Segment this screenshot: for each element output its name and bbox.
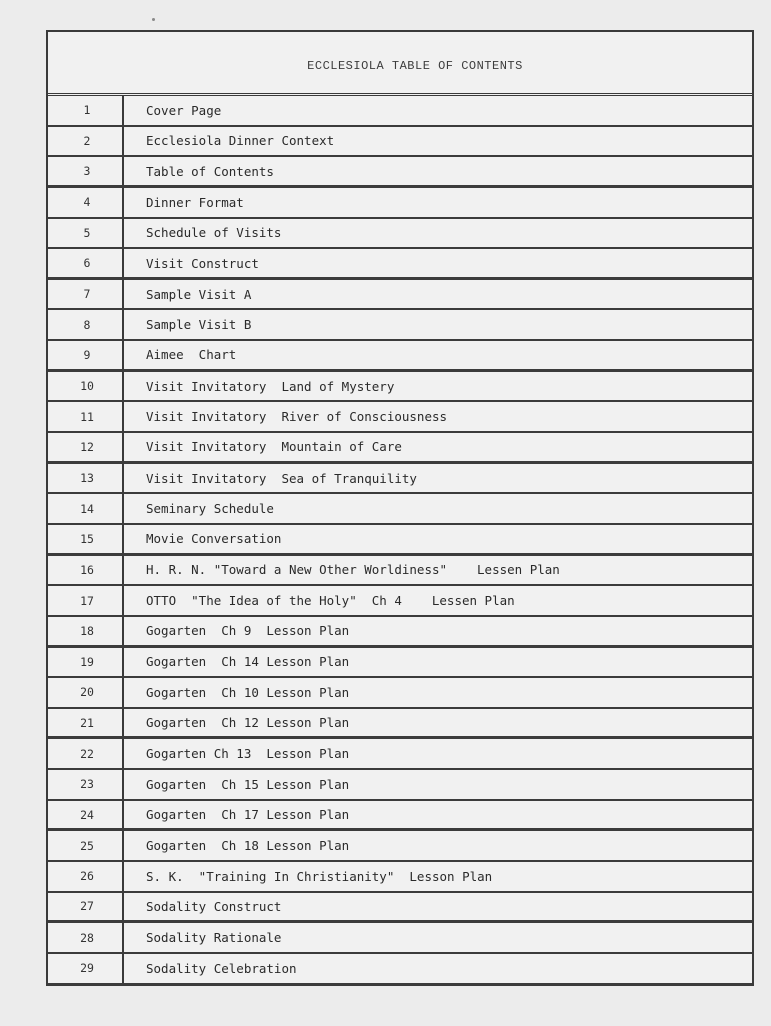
table-row (48, 341, 752, 372)
entry-title-cell (124, 923, 752, 952)
entry-title-cell (124, 556, 752, 585)
entry-number: 24 (48, 801, 124, 829)
entry-title-cell (124, 127, 752, 156)
table-row (48, 310, 752, 341)
entry-title: Sample Visit B (146, 317, 252, 333)
entry-title-cell (124, 770, 752, 799)
table-row (48, 831, 752, 862)
entry-title: Schedule of Visits (146, 225, 282, 241)
entry-number: 16 (48, 556, 124, 585)
table-row (48, 96, 752, 127)
table-row (48, 464, 752, 495)
table-row (48, 678, 752, 709)
entry-title: Sodality Rationale (146, 930, 282, 946)
entry-title-cell (124, 96, 752, 125)
entry-title-cell (124, 433, 752, 461)
table-row (48, 280, 752, 311)
entry-number: 5 (48, 219, 124, 248)
page-title: ECCLESIOLA TABLE OF CONTENTS (307, 58, 523, 73)
table-row (48, 494, 752, 525)
entry-number: 26 (48, 862, 124, 891)
entry-title: Gogarten Ch 17 Lesson Plan (146, 807, 350, 823)
entry-title: Gogarten Ch 14 Lesson Plan (146, 654, 350, 670)
contents-table (46, 30, 754, 986)
entry-title-cell (124, 525, 752, 553)
table-row (48, 954, 752, 985)
table-row (48, 556, 752, 587)
entry-title: Gogarten Ch 13 Lesson Plan (146, 746, 350, 762)
table-row (48, 648, 752, 679)
entry-title: Seminary Schedule (146, 501, 274, 517)
entry-title: Table of Contents (146, 163, 274, 179)
entry-title: Sample Visit A (146, 286, 252, 302)
entry-title-cell (124, 249, 752, 277)
table-row (48, 586, 752, 617)
entry-number: 8 (48, 310, 124, 339)
entry-title-cell (124, 648, 752, 677)
entry-number: 15 (48, 525, 124, 553)
entry-number: 22 (48, 739, 124, 768)
entry-title-cell (124, 709, 752, 737)
entry-title: OTTO "The Idea of the Holy" Ch 4 (146, 593, 402, 609)
contents-rows (48, 96, 752, 985)
entry-title-cell (124, 954, 752, 983)
entry-title: Sodality Construct (146, 898, 282, 914)
entry-number: 1 (48, 96, 124, 125)
entry-title-cell (124, 219, 752, 248)
entry-number: 27 (48, 893, 124, 921)
entry-title-cell (124, 678, 752, 707)
table-row (48, 402, 752, 433)
entry-title: Dinner Format (146, 194, 244, 210)
table-row (48, 770, 752, 801)
table-row (48, 709, 752, 740)
entry-number: 11 (48, 402, 124, 431)
entry-title: Aimee Chart (146, 347, 237, 363)
entry-title: Sodality Celebration (146, 960, 297, 976)
entry-title: Gogarten Ch 18 Lesson Plan (146, 838, 350, 854)
title-box (48, 32, 752, 96)
scan-speck (152, 18, 155, 21)
entry-title-cell (124, 157, 752, 185)
entry-title: Gogarten Ch 12 Lesson Plan (146, 715, 350, 731)
entry-number: 17 (48, 586, 124, 615)
table-row (48, 127, 752, 158)
entry-number: 21 (48, 709, 124, 737)
table-row (48, 157, 752, 188)
entry-number: 3 (48, 157, 124, 185)
entry-number: 12 (48, 433, 124, 461)
table-row (48, 433, 752, 464)
entry-number: 4 (48, 188, 124, 217)
entry-title-cell (124, 862, 752, 891)
entry-title: Gogarten Ch 9 Lesson Plan (146, 623, 350, 639)
entry-title-cell (124, 586, 752, 615)
entry-title-cell (124, 893, 752, 921)
entry-title: Movie Conversation (146, 531, 282, 547)
table-row (48, 188, 752, 219)
entry-number: 14 (48, 494, 124, 523)
entry-number: 13 (48, 464, 124, 493)
entry-title: Cover Page (146, 102, 222, 118)
entry-number: 23 (48, 770, 124, 799)
entry-title: Ecclesiola Dinner Context (146, 133, 335, 149)
entry-title: H. R. N. "Toward a New Other Worldiness" (146, 562, 448, 578)
entry-title-cell (124, 739, 752, 768)
entry-number: 18 (48, 617, 124, 645)
entry-title-cell (124, 188, 752, 217)
table-row (48, 923, 752, 954)
entry-plan-label: Lessen Plan (431, 593, 515, 609)
entry-plan-label: Lessen Plan (477, 562, 560, 578)
entry-number: 28 (48, 923, 124, 952)
entry-title: S. K. "Training In Christianity" Lesson Plan (146, 868, 493, 884)
entry-number: 25 (48, 831, 124, 860)
table-row (48, 893, 752, 924)
entry-title-cell (124, 494, 752, 523)
entry-number: 6 (48, 249, 124, 277)
entry-number: 19 (48, 648, 124, 677)
entry-title: Visit Construct (146, 255, 259, 271)
entry-title: Visit Invitatory Land of Mystery (146, 378, 395, 394)
entry-title-cell (124, 831, 752, 860)
entry-number: 20 (48, 678, 124, 707)
entry-title-cell (124, 372, 752, 401)
entry-title: Visit Invitatory Sea of Tranquility (146, 470, 417, 486)
table-row (48, 372, 752, 403)
entry-title: Visit Invitatory River of Consciousness (146, 409, 448, 425)
table-row (48, 801, 752, 832)
entry-title-cell (124, 801, 752, 829)
table-row (48, 862, 752, 893)
table-row (48, 525, 752, 556)
entry-number: 9 (48, 341, 124, 369)
table-row (48, 249, 752, 280)
entry-title: Gogarten Ch 15 Lesson Plan (146, 776, 350, 792)
entry-title: Gogarten Ch 10 Lesson Plan (146, 684, 350, 700)
entry-number: 2 (48, 127, 124, 156)
entry-title-cell (124, 341, 752, 369)
table-row (48, 219, 752, 250)
table-row (48, 617, 752, 648)
entry-title-cell (124, 617, 752, 645)
entry-title: Visit Invitatory Mountain of Care (146, 439, 402, 455)
entry-title-cell (124, 402, 752, 431)
entry-number: 7 (48, 280, 124, 309)
entry-number: 29 (48, 954, 124, 983)
entry-title-cell (124, 464, 752, 493)
entry-number: 10 (48, 372, 124, 401)
entry-title-cell (124, 280, 752, 309)
table-row (48, 739, 752, 770)
entry-title-cell (124, 310, 752, 339)
